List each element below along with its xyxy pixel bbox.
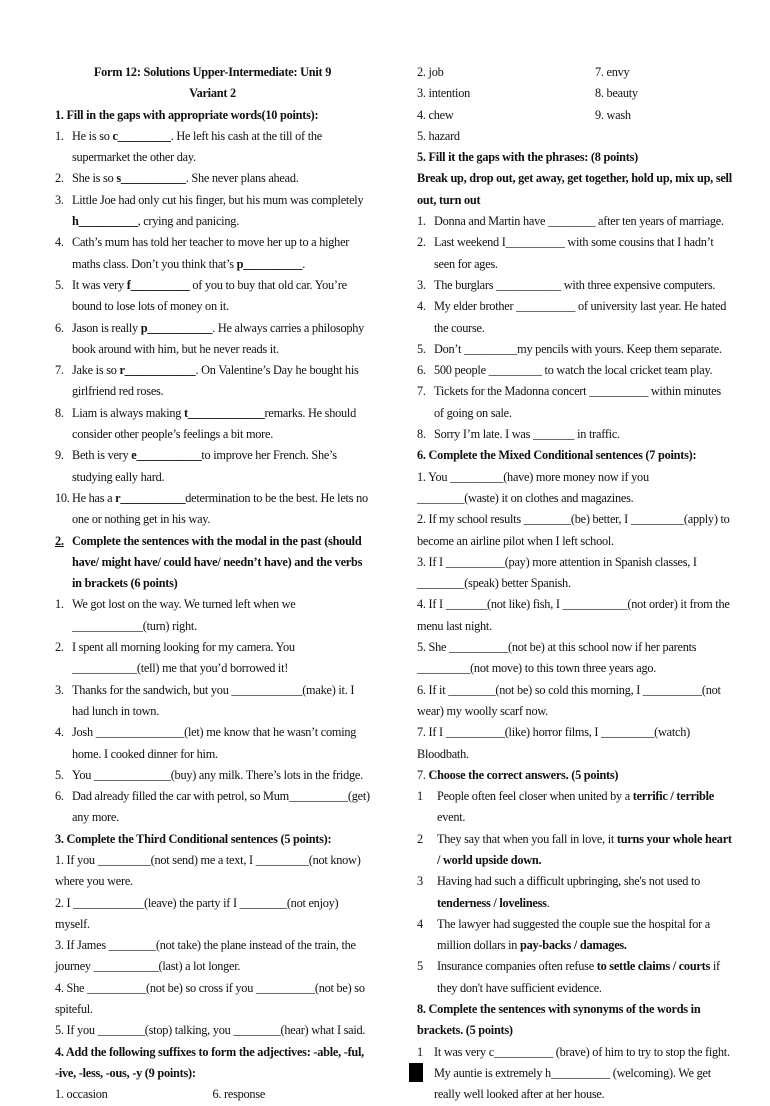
item-text: The burglars ___________ with three expensive computers. [434,277,716,292]
exercise-6-list [417,467,733,765]
exercise-7-item [417,786,733,829]
item-number: 3. [55,682,64,697]
item-text: Don’t _________my pencils with yours. Keep them separate. [434,341,722,356]
item-text: They say that when you fall in love, it [437,831,617,846]
item-text: My auntie is extremely h__________ (welcoming). We get really well looked after at her house. [434,1065,711,1102]
item-text: We got lost on the way. We turned left when we ____________(turn) right. [72,597,296,633]
exercise-8-item [417,1063,733,1106]
exercise-6-item: 3. If I __________(pay) more attention in Spanish classes, I ________(speak) better Spanish. [417,554,697,591]
item-number: 6. [55,320,64,335]
exercise-4-word: 4. chew [417,107,454,122]
exercise-5-item [417,424,733,445]
item-text: . She never plans ahead. [185,171,299,186]
exercise-2-list [55,594,370,828]
exercise-4-word: 8. beauty [595,86,638,101]
item-choice: to settle claims / courts [596,959,711,974]
exercise-8-heading: 8. Complete the sentences with synonyms of the words in brackets. (5 points) [417,1002,701,1038]
exercise-2-item [55,786,370,829]
item-gap: h__________ [72,214,138,229]
item-number: 2. [55,171,64,186]
exercise-5-phrase-bank: Break up, drop out, get away, get together, hold up, mix up, sell out, turn out [417,171,732,207]
exercise-4-word: 3. intention [417,86,471,101]
exercise-5-item [417,232,733,275]
exercise-5-item [417,339,733,360]
item-text: It was very c__________ (brave) of him to try to stop the fight. [434,1044,730,1059]
item-number: 4. [55,235,64,250]
exercise-7-item [417,871,733,914]
exercise-2-title: Complete the sentences with the modal in the past (should have/ might have/ could have/ needn’t have) and the verbs in brackets (6 points) [72,533,363,591]
exercise-1-list [55,126,370,531]
item-text: Donna and Martin have ________ after ten years of marriage. [434,214,724,229]
exercise-6-item: 1. You _________(have) more money now if you ________(waste) it on clothes and magazines. [417,469,649,505]
left-column [55,62,370,1106]
item-gap: f__________ [126,277,190,292]
exercise-8-item [417,1042,733,1063]
item-gap: r____________ [119,363,196,378]
exercise-4-words-grid [417,62,733,147]
exercise-1-item [55,232,370,275]
exercise-7-number: 7. [417,767,429,782]
exercise-5-item [417,296,733,339]
item-text: Cath’s mum has told her teacher to move her up to a higher maths class. Don’t you think that’s [72,235,350,271]
item-number: 7. [417,384,426,399]
item-number: 5 [417,959,423,974]
item-number: 1 [417,1044,423,1059]
item-number: 1. [55,597,64,612]
item-number: 5. [55,277,64,292]
item-gap: s___________ [116,171,186,186]
item-text: determination to be the best. He lets no one or nothing get in his way. [72,490,368,527]
right-column [417,62,733,1106]
item-number: 5. [417,341,426,356]
exercise-7-heading [417,765,733,786]
exercise-6-item: 4. If I _______(not like) fish, I ___________(not order) it from the menu last night. [417,597,730,633]
exercise-7-item [417,914,733,957]
exercise-1-item [55,190,370,233]
item-text: I spent all morning looking for my camera. You ___________(tell) me that you’d borrowed it! [72,640,295,676]
exercise-6-item: 7. If I __________(like) horror films, I _________(watch) Bloodbath. [417,725,690,761]
item-text: Jake is so [72,363,120,378]
exercise-2-number: 2. [55,533,64,548]
exercise-1-item [55,126,370,169]
exercise-6-item: 2. If my school results ________(be) better, I _________(apply) to become an airline pilot when I left school. [417,512,730,548]
item-text: Dad already filled the car with petrol, so Mum__________(get) any more. [72,789,370,825]
exercise-5-heading: 5. Fill it the gaps with the phrases: (8 points) [417,150,638,165]
exercise-2-item [55,722,370,765]
item-text: The lawyer had suggested the couple sue the hospital for a million dollars in [437,916,711,953]
item-text: Josh _______________(let) me know that he wasn’t coming home. I cooked dinner for him. [72,725,357,761]
item-number: 4 [417,916,423,931]
item-number: 7. [55,363,64,378]
exercise-2-heading [55,531,370,595]
exercise-5-item [417,360,733,381]
item-number: 1. [417,214,426,229]
item-gap: r___________ [115,490,186,505]
exercise-5-list [417,211,733,445]
item-text: event. [437,810,466,825]
exercise-5-item [417,211,733,232]
exercise-7-item [417,829,733,872]
item-text: People often feel closer when united by a [437,789,633,804]
item-text: . [546,895,550,910]
exercise-3-item: 2. I ____________(leave) the party if I ________(not enjoy) myself. [55,895,339,931]
item-number: 3 [417,874,423,889]
exercise-4-word: 7. envy [595,65,630,79]
item-choice: turns your whole heart / world upside down. [437,831,732,867]
exercise-1-item [55,275,370,318]
item-number: 8. [417,427,426,442]
item-choice: terrific / terrible [632,789,715,804]
item-gap: p___________ [140,320,213,335]
item-text: of you to buy that old car. You’re bound to lose lots of money on it. [72,277,347,314]
item-text: , crying and panicing. [137,214,239,229]
exercise-4-word: 9. wash [595,107,631,122]
exercise-1-item [55,488,370,531]
item-choice: pay-backs / damages. [520,938,627,953]
item-text: remarks. He should consider other people’s feelings a bit more. [72,405,356,442]
exercise-5-item [417,275,733,296]
item-text: Insurance companies often refuse [437,959,597,974]
exercise-8-list [417,1042,733,1106]
item-number: 4. [55,725,64,740]
item-number: 10. [55,490,70,505]
item-text: 500 people _________ to watch the local cricket team play. [434,363,713,378]
item-text: . On Valentine’s Day he bought his girlfriend red roses. [72,363,359,399]
item-number: 1 [417,789,423,804]
exercise-1-heading: 1. Fill in the gaps with appropriate words(10 points): [55,107,319,122]
exercise-6-heading: 6. Complete the Mixed Conditional sentences (7 points): [417,448,697,463]
item-text: Last weekend I__________ with some cousins that I hadn’t seen for ages. [434,235,714,271]
item-text: Sorry I’m late. I was _______ in traffic. [434,427,620,442]
item-number: 6. [417,363,426,378]
item-text: to improve her French. She’s studying eally hard. [72,448,337,484]
exercise-4-words-row [55,1084,370,1105]
exercise-3-item: 3. If James ________(not take) the plane instead of the train, the journey ___________(last) a lot longer. [55,938,356,974]
item-number: 4. [417,299,426,314]
item-number: 5. [55,767,64,782]
exercise-3-item: 1. If you _________(not send) me a text, I _________(not know) where you were. [55,852,361,889]
exercise-1-item [55,168,370,189]
exercise-6-item: 5. She __________(not be) at this school now if her parents _________(not move) to this town three years ago. [417,640,697,676]
redaction-box [409,1063,423,1082]
exercise-3-item: 5. If you ________(stop) talking, you ________(hear) what I said. [55,1023,366,1038]
exercise-4-word: 1. occasion [55,1087,108,1102]
exercise-2-item [55,637,370,680]
item-number: 2. [55,640,64,655]
exercise-3-item: 4. She __________(not be) so cross if you __________(not be) so spiteful. [55,980,365,1017]
item-text: Thanks for the sandwich, but you ____________(make) it. I had lunch in town. [72,682,355,718]
item-text: if they don't have sufficient evidence. [437,959,720,995]
exercise-4-word: 6. response [212,1087,266,1102]
worksheet-title: Form 12: Solutions Upper-Intermediate: Unit 9 [93,65,332,79]
item-text: It was very [72,277,127,292]
item-number: 3. [55,192,64,207]
item-text: . He left his cash at the till of the supermarket the other day. [72,128,322,165]
item-text: Liam is always making [72,405,184,420]
exercise-2-item [55,680,370,723]
item-text: My elder brother __________ of university last year. He hated the course. [434,299,727,335]
worksheet-variant: Variant 2 [189,86,236,101]
item-choice: tenderness / loveliness [437,895,547,910]
item-text: He is so [72,128,113,143]
exercise-2-item [55,594,370,637]
item-text: . He always carries a philosophy book around with him, but he never reads it. [72,320,365,356]
exercise-1-item [55,360,370,403]
exercise-7-title: Choose the correct answers. (5 points) [428,767,619,782]
item-number: 2. [417,235,426,250]
item-text: You _____________(buy) any milk. There’s lots in the fridge. [72,767,363,782]
item-number: 1. [55,128,64,143]
exercise-4-heading: 4. Add the following suffixes to form the adjectives: -able, -ful, -ive, -less, -ous, -y (9 points): [55,1044,364,1080]
item-text: Jason is really [72,320,141,335]
item-text: He has a [72,490,116,505]
item-text: Little Joe had only cut his finger, but his mum was completely [72,192,364,207]
item-number: 2 [417,831,423,846]
item-number: 3. [417,277,426,292]
item-text: Having had such a difficult upbringing, she's not used to [437,874,701,889]
exercise-7-item [417,956,733,999]
exercise-3-heading: 3. Complete the Third Conditional sentences (5 points): [55,831,332,846]
exercise-4-word: 2. job [417,65,444,79]
exercise-1-item [55,318,370,361]
item-gap: c_________ [112,128,171,143]
item-number: 9. [55,448,64,463]
exercise-1-item [55,445,370,488]
exercise-4-word: 5. hazard [417,128,460,143]
item-number: 6. [55,789,64,804]
exercise-7-list [417,786,733,999]
item-gap: e___________ [131,448,202,463]
item-gap: t_____________ [183,405,265,420]
item-text: . [302,256,306,271]
exercise-5-item [417,381,733,424]
item-text: Tickets for the Madonna concert __________ within minutes of going on sale. [434,384,721,420]
item-text: She is so [72,171,117,186]
item-number: 8. [55,405,64,420]
item-text: Beth is very [72,448,132,463]
exercise-2-item [55,765,370,786]
item-gap: p__________ [236,256,303,271]
exercise-1-item [55,403,370,446]
exercise-6-item: 6. If it ________(not be) so cold this morning, I __________(not wear) my woolly scarf now. [417,682,721,718]
exercise-3-list [55,850,370,1042]
